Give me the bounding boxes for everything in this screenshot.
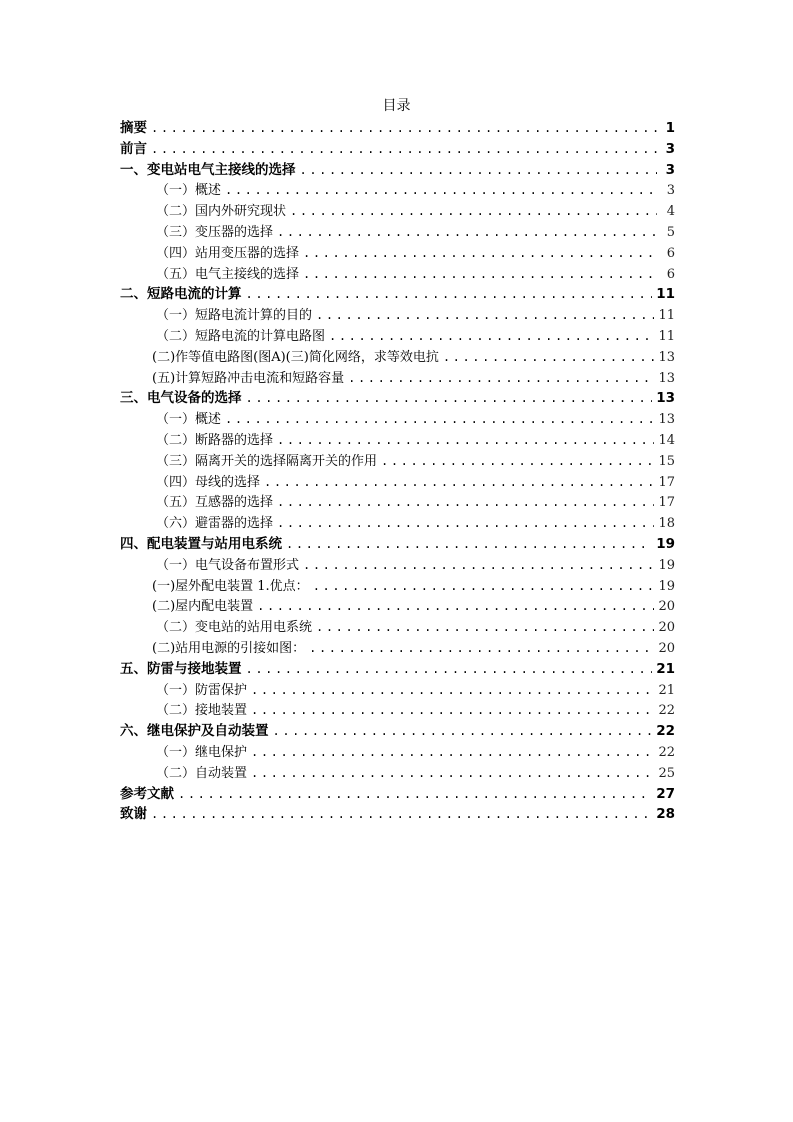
toc-entry-page-number: 28: [656, 806, 675, 823]
toc-entry-page-number: 17: [658, 495, 675, 511]
toc-entry[interactable]: [120, 555, 675, 576]
dot-leader: [151, 139, 657, 160]
toc-entry-label: 致谢: [120, 806, 147, 823]
toc-entry-page-number: 5: [666, 224, 675, 240]
dot-leader: [381, 451, 654, 472]
toc-entry[interactable]: [120, 576, 675, 597]
toc-entry[interactable]: [120, 721, 675, 742]
toc-entry-page-number: 27: [656, 785, 675, 802]
toc-entry[interactable]: [120, 804, 675, 825]
toc-entry-label: （二）短路电流的计算电路图: [156, 328, 326, 344]
toc-entry[interactable]: [120, 409, 675, 430]
toc-entry[interactable]: [120, 243, 675, 264]
toc-entry-label: （二）国内外研究现状: [156, 204, 287, 220]
dot-leader: [316, 305, 654, 326]
toc-title: 目录: [382, 98, 411, 114]
dot-leader: [151, 804, 652, 825]
toc-entry-page-number: 11: [658, 328, 675, 344]
toc-entry-label: （一）继电保护: [156, 744, 248, 760]
toc-entry-page-number: 21: [658, 682, 675, 698]
toc-entry-label: 三、电气设备的选择: [120, 390, 242, 407]
toc-entry-label: 五、防雷与接地装置: [120, 660, 242, 677]
dot-leader: [246, 659, 653, 680]
toc-entry-page-number: 3: [665, 161, 675, 178]
toc-entry[interactable]: [120, 680, 675, 701]
toc-entry-page-number: 22: [658, 703, 675, 719]
toc-entry[interactable]: [120, 763, 675, 784]
toc-entry[interactable]: [120, 784, 675, 805]
toc-entry-label: （二）变电站的站用电系统: [156, 620, 313, 636]
dot-leader: [303, 264, 657, 285]
toc-entry-label: （二）断路器的选择: [156, 432, 274, 448]
toc-entry[interactable]: [120, 326, 675, 347]
toc-entry-label: (五)计算短路冲击电流和短路容量: [152, 370, 345, 386]
toc-entry-label: 四、配电装置与站用电系统: [120, 535, 282, 552]
toc-entry[interactable]: [120, 700, 675, 721]
toc-entry-page-number: 20: [658, 620, 675, 636]
toc-entry-label: （一）概述: [156, 183, 222, 199]
dot-leader: [443, 347, 655, 368]
toc-entry-page-number: 20: [658, 599, 675, 615]
toc-entry[interactable]: [120, 222, 675, 243]
dot-leader: [313, 576, 655, 597]
toc-entry-label: 六、继电保护及自动装置: [120, 723, 269, 740]
dot-leader: [303, 243, 657, 264]
toc-entry-label: 参考文献: [120, 785, 174, 802]
toc-entry-label: （六）避雷器的选择: [156, 516, 274, 532]
dot-leader: [277, 492, 654, 513]
dot-leader: [257, 596, 654, 617]
toc-entry[interactable]: [120, 430, 675, 451]
toc-entry-page-number: 19: [658, 578, 675, 594]
dot-leader: [329, 326, 654, 347]
toc-entry-label: （二）自动装置: [156, 765, 248, 781]
toc-entry-page-number: 21: [656, 660, 675, 677]
dot-leader: [277, 430, 654, 451]
toc-entry[interactable]: [120, 160, 675, 181]
toc-entry-label: （五）电气主接线的选择: [156, 266, 300, 282]
dot-leader: [178, 784, 652, 805]
toc-entry-page-number: 15: [658, 453, 675, 469]
dot-leader: [316, 617, 654, 638]
toc-entry-page-number: 20: [658, 640, 675, 656]
toc-entry[interactable]: [120, 451, 675, 472]
toc-entry-label: (二)屋内配电装置: [152, 599, 254, 615]
toc-entry[interactable]: [120, 118, 675, 139]
toc-entry[interactable]: [120, 513, 675, 534]
dot-leader: [251, 742, 654, 763]
toc-entry-label: 摘要: [120, 120, 147, 136]
toc-entry[interactable]: [120, 180, 675, 201]
dot-leader: [300, 160, 658, 181]
table-of-contents: [120, 118, 675, 825]
toc-entry-page-number: 6: [666, 245, 675, 261]
toc-entry-page-number: 25: [658, 765, 675, 781]
dot-leader: [251, 680, 654, 701]
toc-entry-label: 二、短路电流的计算: [120, 286, 242, 303]
dot-leader: [290, 201, 657, 222]
toc-entry-label: 前言: [120, 140, 147, 157]
toc-entry-label: （一）短路电流计算的目的: [156, 308, 313, 324]
dot-leader: [277, 222, 657, 243]
toc-entry-page-number: 14: [658, 432, 675, 448]
toc-entry-label: （三）变压器的选择: [156, 224, 274, 240]
toc-entry[interactable]: [120, 264, 675, 285]
toc-entry-page-number: 19: [656, 535, 675, 552]
toc-entry-page-number: 1: [665, 120, 675, 136]
toc-entry-label: （五）互感器的选择: [156, 495, 274, 511]
toc-entry-page-number: 3: [666, 183, 675, 199]
toc-entry-page-number: 11: [656, 286, 675, 303]
toc-entry-label: （二）接地装置: [156, 703, 248, 719]
dot-leader: [246, 388, 653, 409]
toc-entry[interactable]: [120, 347, 675, 368]
toc-entry-page-number: 3: [665, 140, 675, 157]
toc-entry-label: （一）防雷保护: [156, 682, 248, 698]
toc-entry-page-number: 4: [666, 204, 675, 220]
toc-entry-label: (二)站用电源的引接如图：: [152, 640, 306, 656]
dot-leader: [246, 284, 653, 305]
toc-entry-page-number: 6: [666, 266, 675, 282]
toc-entry-page-number: 13: [658, 370, 675, 386]
dot-leader: [348, 368, 654, 389]
toc-entry-page-number: 13: [658, 412, 675, 428]
dot-leader: [309, 638, 654, 659]
toc-entry-label: （一）概述: [156, 412, 222, 428]
toc-entry[interactable]: [120, 659, 675, 680]
toc-entry[interactable]: [120, 596, 675, 617]
toc-entry[interactable]: [120, 492, 675, 513]
toc-entry[interactable]: [120, 139, 675, 160]
toc-entry[interactable]: [120, 201, 675, 222]
dot-leader: [225, 409, 654, 430]
toc-entry[interactable]: [120, 638, 675, 659]
toc-entry-page-number: 13: [658, 349, 675, 365]
dot-leader: [264, 472, 654, 493]
dot-leader: [251, 763, 654, 784]
toc-entry[interactable]: [120, 742, 675, 763]
dot-leader: [286, 534, 652, 555]
toc-entry-page-number: 19: [658, 557, 675, 573]
toc-entry-label: （四）站用变压器的选择: [156, 245, 300, 261]
toc-entry-page-number: 17: [658, 474, 675, 490]
toc-entry-label: （四）母线的选择: [156, 474, 261, 490]
toc-entry-label: （一）电气设备布置形式: [156, 557, 300, 573]
toc-entry[interactable]: [120, 472, 675, 493]
toc-entry-label: (二)作等值电路图(图A)(三)简化网络，求等效电抗: [152, 349, 439, 365]
toc-entry-page-number: 22: [656, 723, 675, 740]
toc-entry-label: (一)屋外配电装置 1.优点：: [152, 578, 309, 594]
toc-entry-page-number: 22: [658, 744, 675, 760]
toc-entry[interactable]: [120, 534, 675, 555]
toc-entry[interactable]: [120, 284, 675, 305]
toc-entry[interactable]: [120, 305, 675, 326]
dot-leader: [225, 180, 657, 201]
dot-leader: [303, 555, 654, 576]
dot-leader: [273, 721, 653, 742]
dot-leader: [277, 513, 654, 534]
toc-entry[interactable]: [120, 368, 675, 389]
toc-entry[interactable]: [120, 617, 675, 638]
toc-entry[interactable]: [120, 388, 675, 409]
toc-entry-page-number: 11: [658, 308, 675, 324]
toc-entry-page-number: 13: [656, 390, 675, 407]
dot-leader: [251, 700, 654, 721]
toc-entry-label: （三）隔离开关的选择隔离开关的作用: [156, 453, 378, 469]
dot-leader: [151, 118, 657, 139]
toc-entry-label: 一、变电站电气主接线的选择: [120, 161, 296, 178]
toc-entry-page-number: 18: [658, 516, 675, 532]
